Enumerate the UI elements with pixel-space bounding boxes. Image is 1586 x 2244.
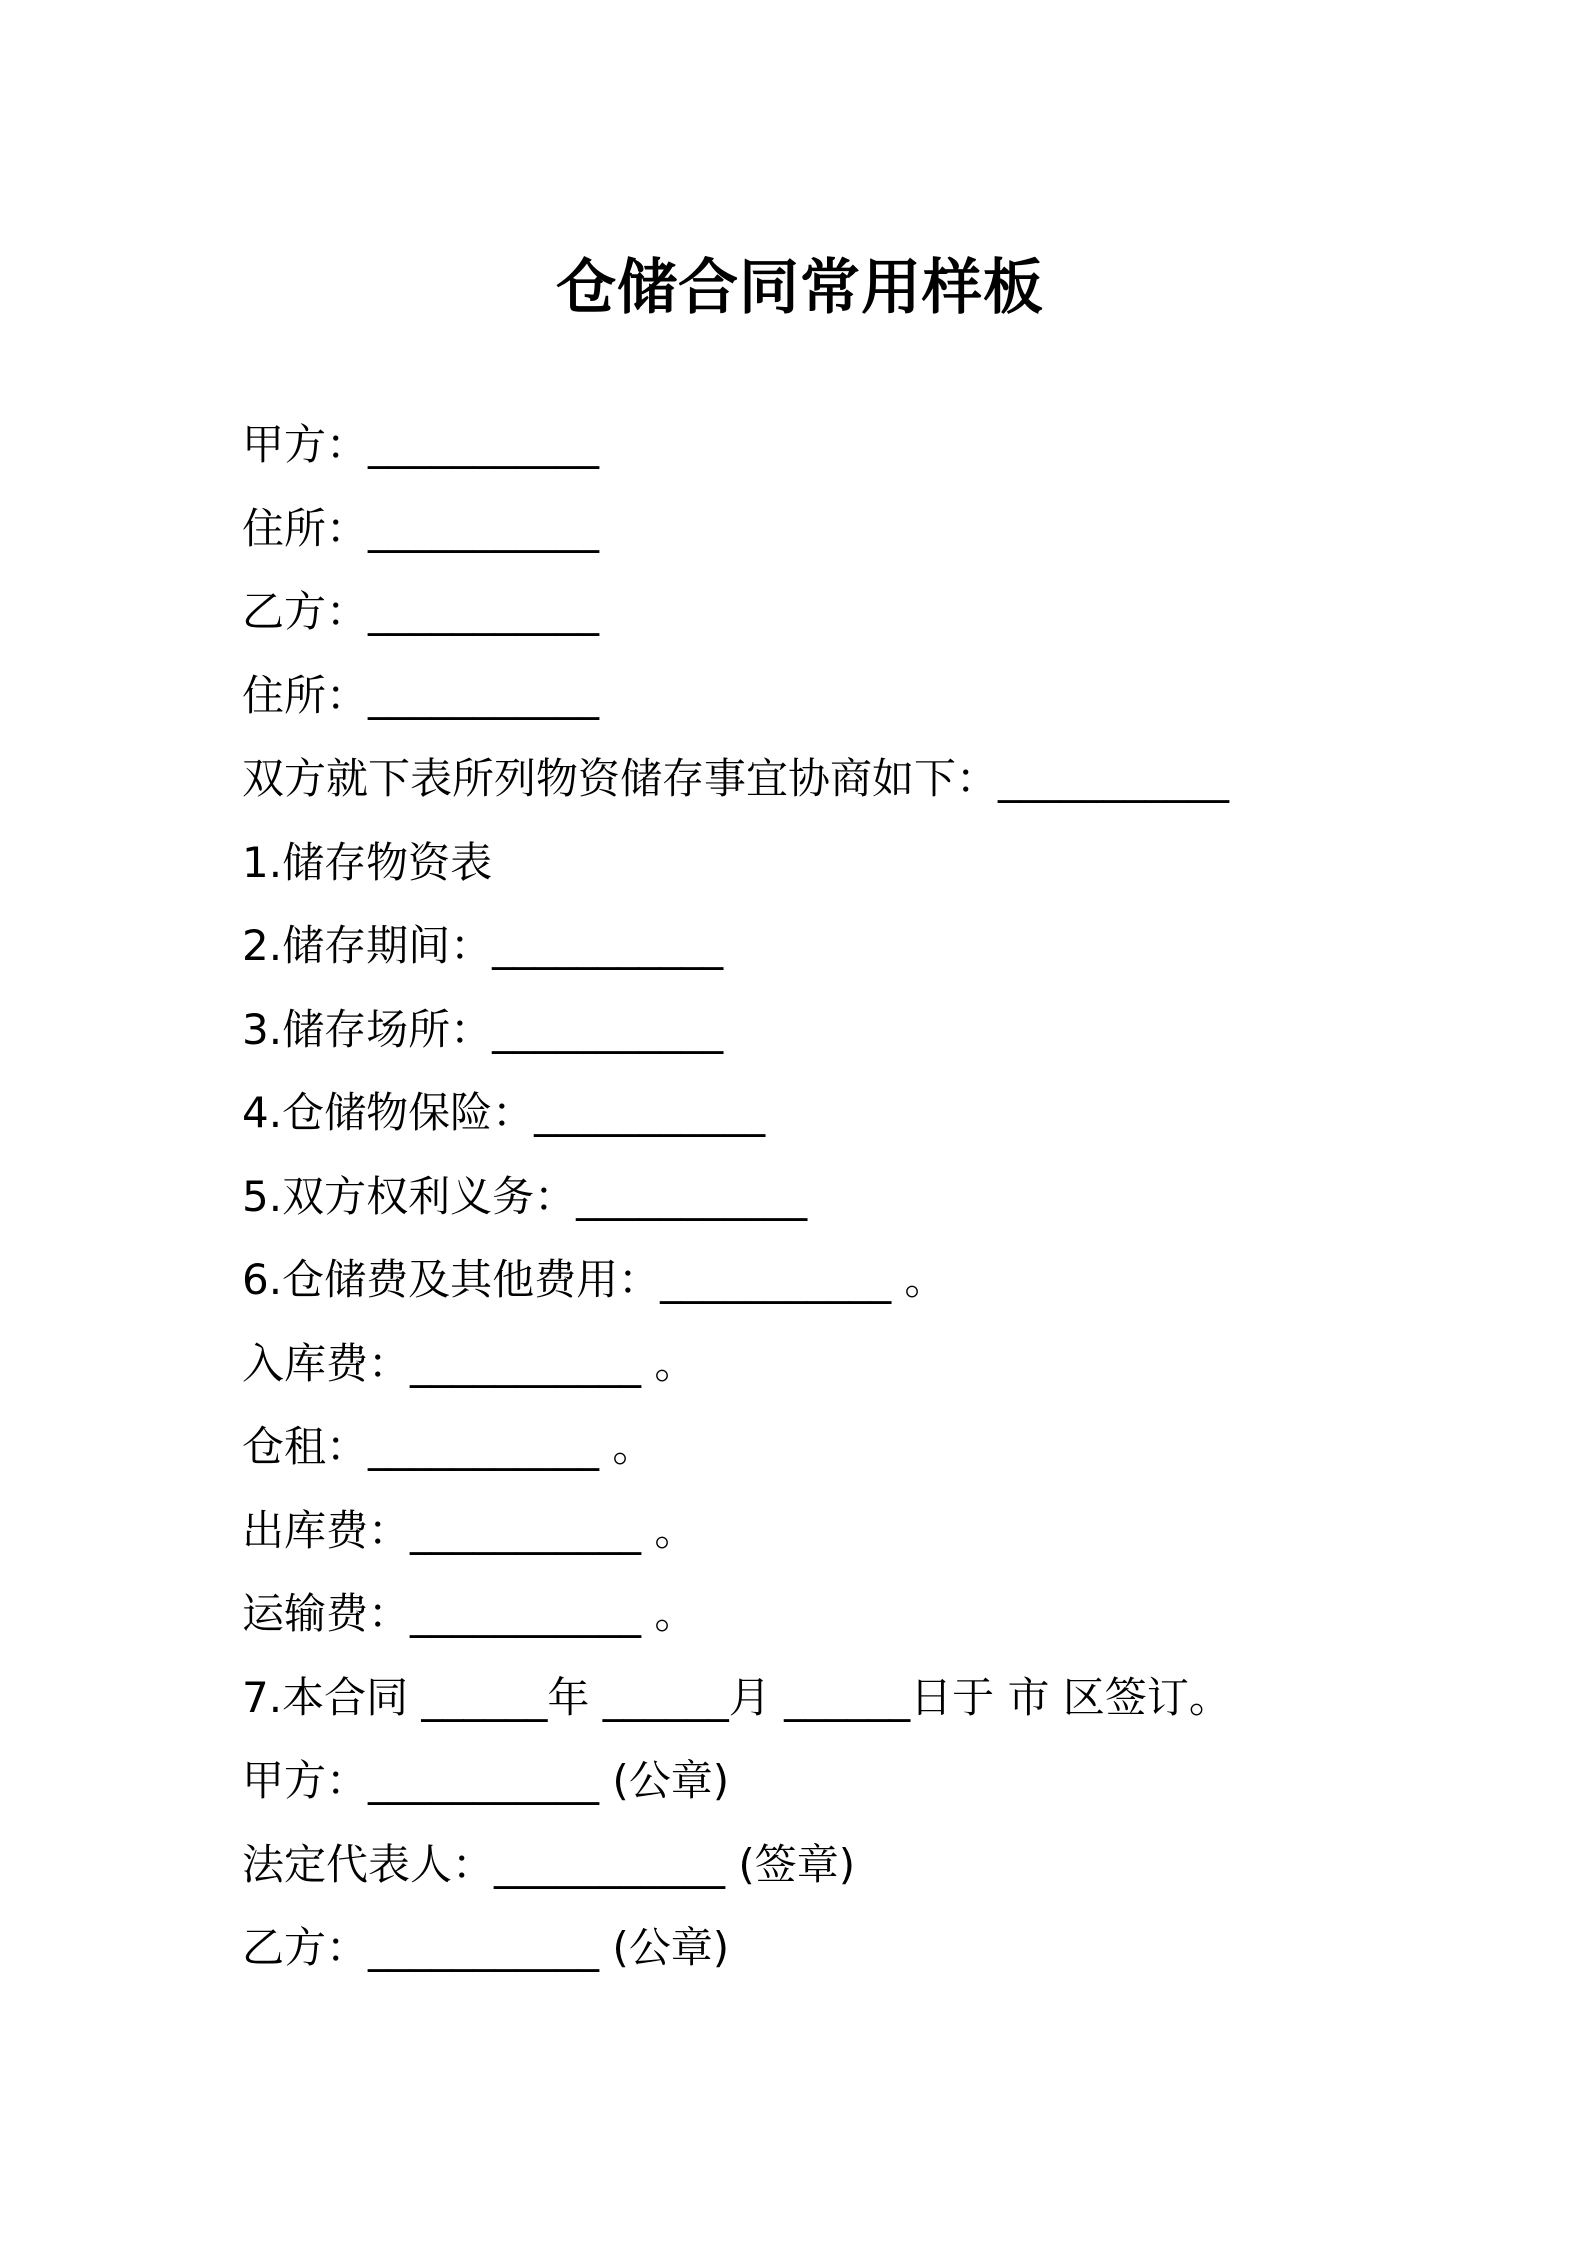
agreement-intro-line: 双方就下表所列物资储存事宜协商如下：___________ [242,754,1230,803]
clause-3-line: 3.储存场所：___________ [242,1004,724,1054]
outbound-fee-line: 出库费：___________ 。 [242,1505,697,1555]
clause-7-line: 7.本合同 ______年 ______月 ______日于 市 区签订。 [242,1672,1231,1722]
clause-1-line: 1.储存物资表 [242,837,493,887]
party-a-seal-line: 甲方：___________ (公章) [242,1756,730,1805]
clause-2-line: 2.储存期间：___________ [242,921,724,970]
party-b-seal-line: 乙方：___________ (公章) [242,1923,730,1972]
party-b-line: 乙方：___________ [242,587,600,636]
clause-5-line: 5.双方权利义务：___________ [242,1171,808,1221]
legal-representative-line: 法定代表人：___________ (签章) [242,1839,856,1889]
clause-4-line: 4.仓储物保险：___________ [242,1088,766,1137]
contract-body [242,405,1442,1992]
document-title: 仓储合同常用样板 [556,253,1044,323]
storage-rent-line: 仓租：___________ 。 [242,1422,655,1471]
clause-6-line: 6.仓储费及其他费用：___________ 。 [242,1255,947,1304]
transport-fee-line: 运输费：___________ 。 [242,1589,697,1638]
party-a-address-line: 住所：___________ [242,503,600,553]
party-b-address-line: 住所：___________ [242,670,600,720]
inbound-fee-line: 入库费：___________ 。 [242,1338,697,1388]
party-a-line: 甲方：___________ [242,420,600,469]
